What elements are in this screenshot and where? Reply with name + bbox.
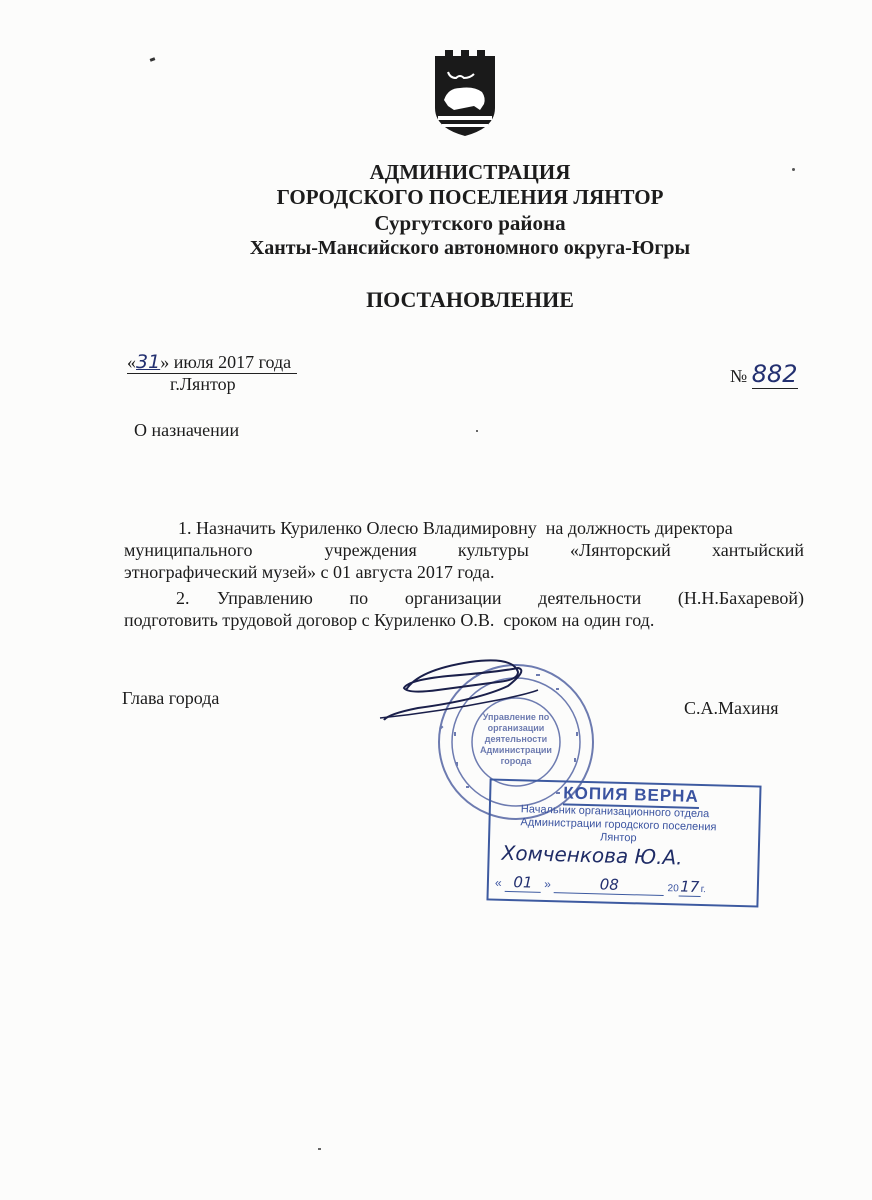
copy-certified-stamp xyxy=(486,778,761,907)
copy-stamp-date-suffix: г. xyxy=(700,884,707,896)
copy-stamp-title: КОПИЯ ВЕРНА xyxy=(563,783,699,809)
copy-stamp-line-3: Лянтор xyxy=(599,831,637,845)
date-open-quote: « xyxy=(127,352,136,372)
copy-stamp-line-2: Администрации городского поселения xyxy=(520,816,717,834)
scan-speck xyxy=(318,1148,321,1150)
paragraph-2-line-1: 2. Управлению по организации деятельности (Н.Н.Бахаревой) xyxy=(176,588,804,608)
city-name: г.Лянтор xyxy=(170,374,236,394)
copy-stamp-line-1: Начальник организационного отдела xyxy=(520,803,710,821)
scan-speck xyxy=(150,57,156,62)
scan-speck xyxy=(476,430,478,432)
copy-stamp-date-day: 01 xyxy=(505,873,541,893)
copy-stamp-date-year: 17 xyxy=(679,877,700,896)
signatory-name: С.А.Махиня xyxy=(684,698,779,718)
bear-emblem-icon xyxy=(430,48,500,140)
copy-stamp-date-century: 20 xyxy=(667,883,679,895)
signatory-position: Глава города xyxy=(122,688,220,708)
date-line xyxy=(127,352,297,374)
paragraph-2-line-2: подготовить трудовой договор с Куриленко О.В. сроком на один год. xyxy=(124,610,655,630)
copy-stamp-date-line xyxy=(495,873,745,899)
copy-stamp-date-prefix: « xyxy=(494,875,502,890)
header-line-2: ГОРОДСКОГО ПОСЕЛЕНИЯ ЛЯНТОР xyxy=(276,185,664,209)
document-type-title: ПОСТАНОВЛЕНИЕ xyxy=(366,287,574,312)
document-number xyxy=(730,360,798,388)
signature-scribble-icon xyxy=(378,650,578,730)
paragraph-1-line-2: муниципального учреждения культуры «Лянторский хантыйский xyxy=(124,540,804,560)
number-handwritten: 882 xyxy=(751,360,798,388)
copy-stamp-signer-handwritten: Хомченкова Ю.А. xyxy=(501,840,683,870)
copy-stamp-date-month: 08 xyxy=(554,874,664,896)
handwritten-signature xyxy=(378,650,578,730)
subject-line: О назначении xyxy=(134,420,240,440)
copy-stamp-date-mid: » xyxy=(544,876,552,892)
paragraph-1-line-1: 1. Назначить Куриленко Олесю Владимировну на должность директора xyxy=(178,518,733,538)
date-day-handwritten: 31 xyxy=(136,351,161,373)
scan-speck xyxy=(792,168,795,171)
coat-of-arms-emblem xyxy=(430,48,500,140)
header-line-4: Ханты-Мансийского автономного округа-Югры xyxy=(249,237,691,259)
header-line-1: АДМИНИСТРАЦИЯ xyxy=(369,160,571,184)
number-label: № xyxy=(730,366,748,386)
date-rest: » июля 2017 года xyxy=(160,352,292,372)
round-seal-center-text: Управление по организации деятельности Администрации города xyxy=(480,712,552,766)
header-line-3: Сургутского района xyxy=(374,211,566,235)
paragraph-1-line-3: этнографический музей» с 01 августа 2017 года. xyxy=(124,562,495,582)
